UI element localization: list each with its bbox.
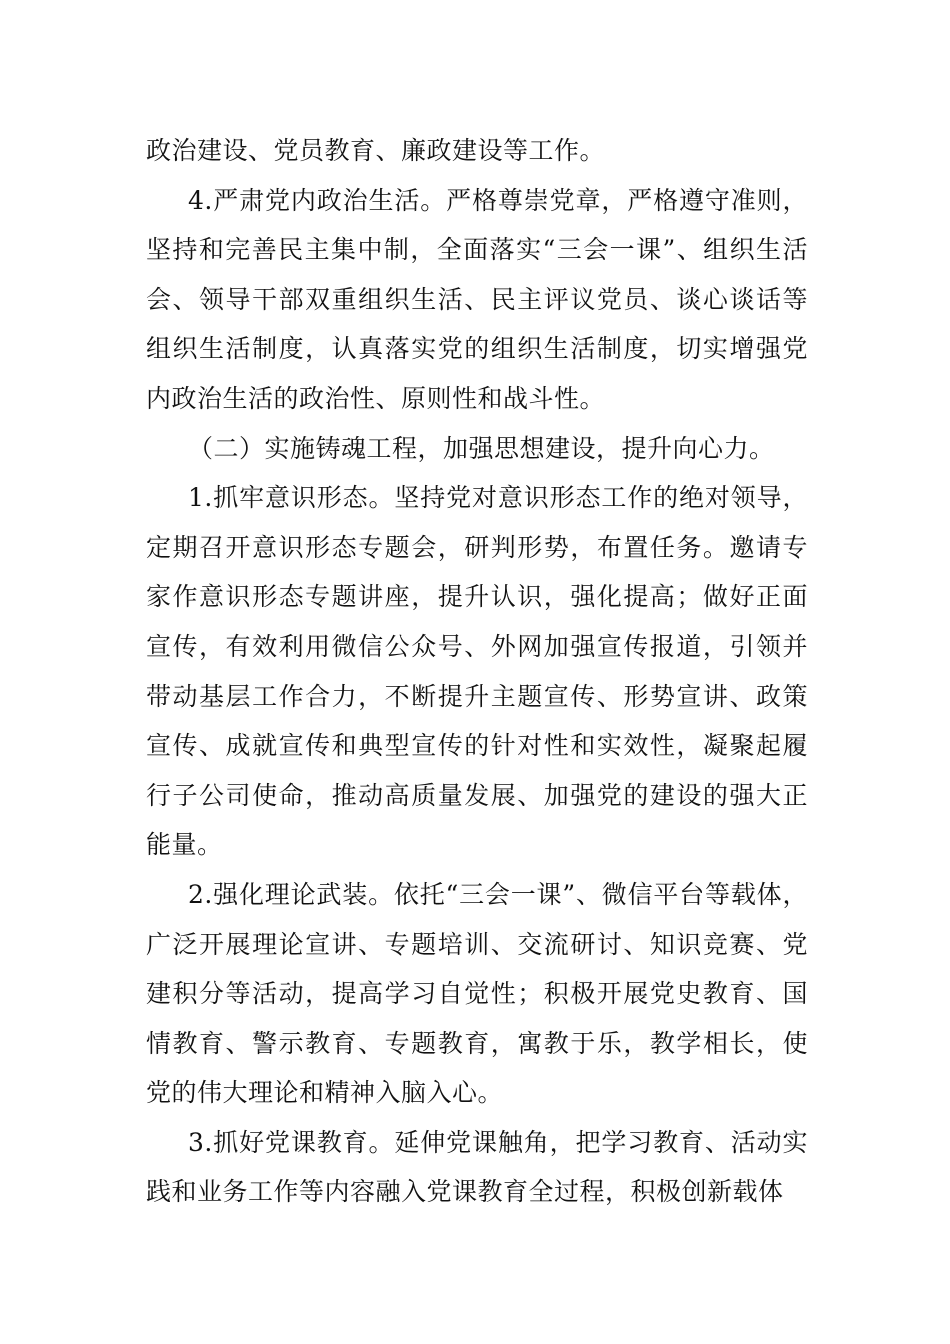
paragraph-item-3: 3.抓好党课教育。延伸党课触角，把学习教育、活动实践和业务工作等内容融入党课教育全过程，积极创新载体 xyxy=(146,1127,808,1207)
section-heading-2: （二）实施铸魂工程，加强思想建设，提升向心力。 xyxy=(188,433,775,463)
paragraph-item-1: 1.抓牢意识形态。坚持党对意识形态工作的绝对领导，定期召开意识形态专题会，研判形势，布置任务。邀请专家作意识形态专题讲座，提升认识，强化提高；做好正面宣传，有效利用微信公众号、外网加强宣传报道，引领并带动基层工作合力，不断提升主题宣传、形势宣讲、政策宣传、成就宣传和典型宣传的针对性和实效性，凝聚起履行子公司使命，推动高质量发展、加强党的建设的强大正能量。 xyxy=(146,483,808,860)
document-body xyxy=(146,126,808,1217)
paragraph-item-4: 4.严肃党内政治生活。严格尊崇党章，严格遵守准则，坚持和完善民主集中制，全面落实“三会一课”、组织生活会、领导干部双重组织生活、民主评议党员、谈心谈话等组织生活制度，认真落实党的组织生活制度，切实增强党内政治生活的政治性、原则性和战斗性。 xyxy=(146,185,808,413)
paragraph-item-2: 2.强化理论武装。依托“三会一课”、微信平台等载体，广泛开展理论宣讲、专题培训、交流研讨、知识竞赛、党建积分等活动，提高学习自觉性；积极开展党史教育、国情教育、警示教育、专题教育，寓教于乐，教学相长，使党的伟大理论和精神入脑入心。 xyxy=(146,879,808,1108)
paragraph-continuation: 政治建设、党员教育、廉政建设等工作。 xyxy=(146,136,606,165)
